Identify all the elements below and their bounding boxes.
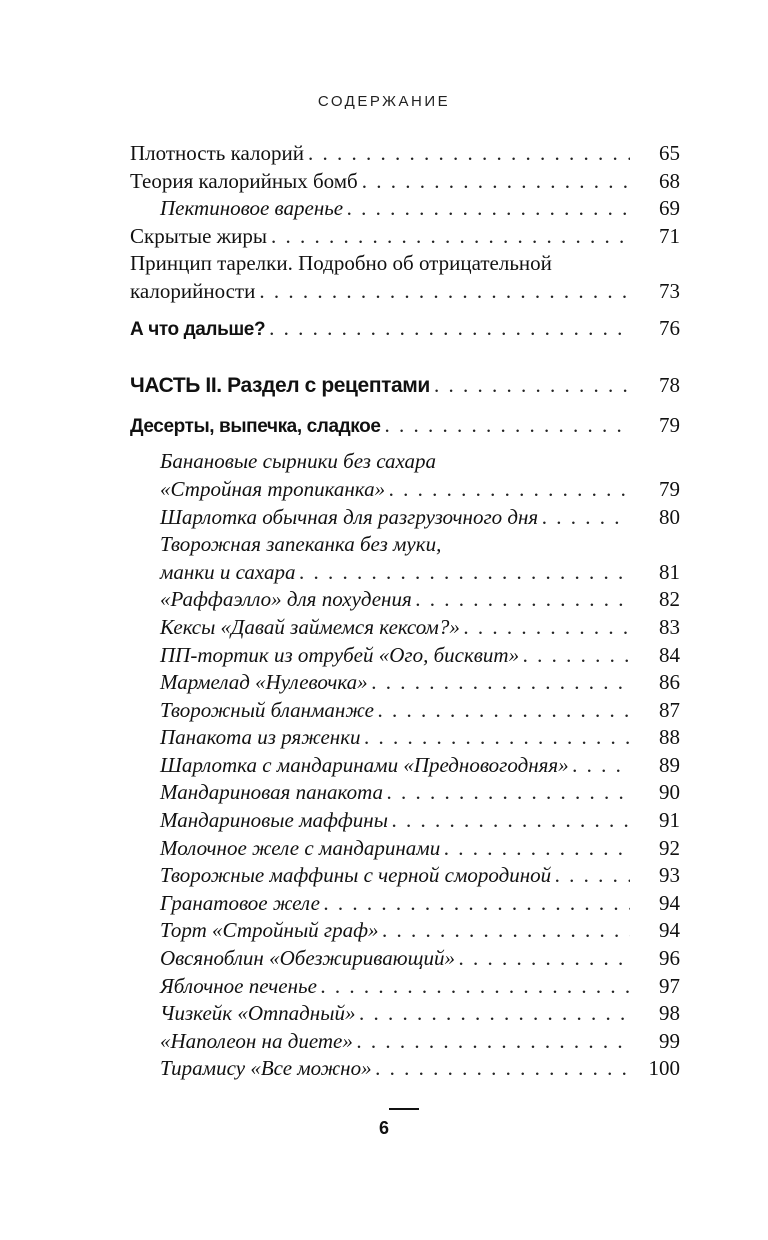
running-head: СОДЕРЖАНИЕ: [317, 93, 451, 110]
recipe-title: Торт «Стройный граф»: [160, 918, 379, 943]
recipe-title: Чизкейк «Отпадный»: [160, 1001, 356, 1026]
toc-entry-title: А что дальше?: [130, 318, 266, 340]
toc-entry: [130, 195, 680, 223]
leader-dots: [308, 140, 630, 168]
toc-page-number: 78: [659, 373, 680, 398]
leader-dots: [387, 779, 630, 807]
leader-dots: [347, 195, 630, 223]
toc-page-number: 92: [659, 835, 680, 860]
toc-entry-title: Плотность калорий: [130, 141, 304, 165]
recipe-title: Яблочное печенье: [160, 973, 317, 998]
toc-page-number: 98: [659, 1001, 680, 1026]
toc-entry-title-line1: Принцип тарелки. Подробно об отрицательной: [130, 251, 552, 276]
recipe-entry: [130, 807, 680, 835]
folio-rule: [389, 1108, 419, 1110]
toc-page-number: 76: [659, 315, 680, 340]
toc-page-number: 79: [659, 412, 680, 437]
toc-page-number: 96: [659, 946, 680, 971]
recipe-title: Гранатовое желе: [160, 890, 320, 915]
recipe-entry: [130, 669, 680, 697]
leader-dots: [523, 642, 630, 670]
recipe-entry: [130, 504, 680, 532]
toc-entry-title: Теория калорийных бомб: [130, 168, 358, 193]
recipe-entry: [130, 862, 680, 890]
recipe-title-line1: Банановые сырники без сахара: [160, 449, 437, 474]
recipe-title: манки и сахара: [160, 559, 296, 584]
leader-dots: [365, 724, 630, 752]
section-title: Десерты, выпечка, сладкое: [130, 415, 381, 437]
leader-dots: [271, 223, 630, 251]
recipe-entry: [130, 614, 680, 642]
recipe-entry: [130, 890, 680, 918]
recipe-entry: [130, 835, 680, 863]
recipe-list: [130, 448, 680, 1083]
recipe-entry: [130, 1028, 680, 1056]
recipe-entry: [130, 1055, 680, 1083]
recipe-title: Тирамису «Все можно»: [160, 1056, 372, 1081]
leader-dots: [321, 973, 630, 1001]
toc-entry: [130, 223, 680, 251]
toc-entry-what-next: [130, 315, 680, 344]
toc-page-number: 80: [659, 504, 680, 529]
recipe-entry: [130, 973, 680, 1001]
leader-dots: [357, 1028, 630, 1056]
toc-page-number: 87: [659, 697, 680, 722]
leader-dots: [383, 917, 630, 945]
toc-page-number: 91: [659, 808, 680, 833]
toc-page-number: 89: [659, 752, 680, 777]
recipe-entry: [130, 476, 680, 504]
toc-section-heading: [130, 412, 680, 441]
recipe-entry: [130, 586, 680, 614]
toc-page-number: 81: [659, 559, 680, 584]
recipe-title: Молочное желе с мандаринами: [160, 835, 441, 860]
toc-page-number: 97: [659, 973, 680, 998]
recipe-entry: [130, 945, 680, 973]
leader-dots: [459, 945, 630, 973]
recipe-entry: [130, 1000, 680, 1028]
recipe-title: Мармелад «Нулевочка»: [160, 670, 368, 695]
toc-entry: [130, 168, 680, 196]
toc-entry: [130, 140, 680, 168]
toc-page-number: 65: [659, 141, 680, 165]
recipe-entry: [130, 779, 680, 807]
table-of-contents: [130, 140, 680, 1083]
leader-dots: [378, 697, 630, 725]
leader-dots: [555, 862, 630, 890]
recipe-title: «Наполеон на диете»: [160, 1028, 353, 1053]
leader-dots: [392, 807, 630, 835]
recipe-title: Шарлотка с мандаринами «Предновогодняя»: [160, 752, 569, 777]
toc-page-number: 93: [659, 863, 680, 888]
toc-entry: [130, 278, 680, 306]
leader-dots: [389, 476, 630, 504]
toc-page-number: 73: [659, 278, 680, 303]
toc-page-number: 84: [659, 642, 680, 667]
toc-page-number: 99: [659, 1028, 680, 1053]
toc-page-number: 82: [659, 587, 680, 612]
recipe-entry: [130, 642, 680, 670]
recipe-title: «Стройная тропиканка»: [160, 476, 386, 501]
toc-page-number: 68: [659, 168, 680, 193]
leader-dots: [573, 752, 630, 780]
leader-dots: [444, 835, 630, 863]
leader-dots: [376, 1055, 630, 1083]
recipe-title: Творожный бланманже: [160, 697, 374, 722]
toc-page-number: 79: [659, 476, 680, 501]
recipe-title-line1: Творожная запеканка без муки,: [160, 532, 442, 557]
leader-dots: [362, 168, 630, 196]
toc-page-number: 90: [659, 780, 680, 805]
leader-dots: [269, 315, 630, 343]
recipe-title: Овсяноблин «Обезжиривающий»: [160, 946, 455, 971]
leader-dots: [324, 890, 630, 918]
toc-page-number: 88: [659, 725, 680, 750]
leader-dots: [259, 278, 630, 306]
leader-dots: [299, 559, 630, 587]
recipe-entry: [130, 559, 680, 587]
toc-page-number: 71: [659, 223, 680, 248]
leader-dots: [372, 669, 630, 697]
recipe-title: Шарлотка обычная для разгрузочного дня: [160, 504, 539, 529]
toc-entry-title: калорийности: [130, 278, 256, 303]
leader-dots: [385, 412, 631, 440]
toc-page-number: 94: [659, 890, 680, 915]
recipe-title: Мандариновая панакота: [160, 780, 384, 805]
leader-dots: [359, 1000, 630, 1028]
recipe-title: Творожные маффины с черной смородиной: [160, 863, 552, 888]
toc-page-number: 94: [659, 918, 680, 943]
leader-dots: [434, 372, 630, 400]
leader-dots: [416, 586, 630, 614]
recipe-title: ПП-тортик из отрубей «Ого, бисквит»: [160, 642, 520, 667]
toc-page-number: 83: [659, 614, 680, 639]
recipe-title: Мандариновые маффины: [160, 808, 388, 833]
recipe-title: «Раффаэлло» для похудения: [160, 587, 412, 612]
recipe-entry: [130, 752, 680, 780]
recipe-entry: [130, 697, 680, 725]
toc-page-number: 86: [659, 670, 680, 695]
toc-page-number: 69: [659, 196, 680, 221]
recipe-title: Панакота из ряженки: [160, 725, 361, 750]
recipe-entry: [130, 724, 680, 752]
toc-entry-title: Пектиновое варенье: [160, 196, 344, 221]
toc-part-heading: [130, 372, 680, 400]
recipe-entry: [130, 917, 680, 945]
leader-dots: [464, 614, 630, 642]
recipe-title: Кексы «Давай займемся кексом?»: [160, 614, 460, 639]
part-title: ЧАСТЬ II. Раздел с рецептами: [130, 374, 430, 398]
toc-page-number: 100: [648, 1056, 680, 1081]
leader-dots: [542, 504, 630, 532]
page-number: 6: [378, 1118, 389, 1138]
toc-entry-title: Скрытые жиры: [130, 223, 268, 248]
